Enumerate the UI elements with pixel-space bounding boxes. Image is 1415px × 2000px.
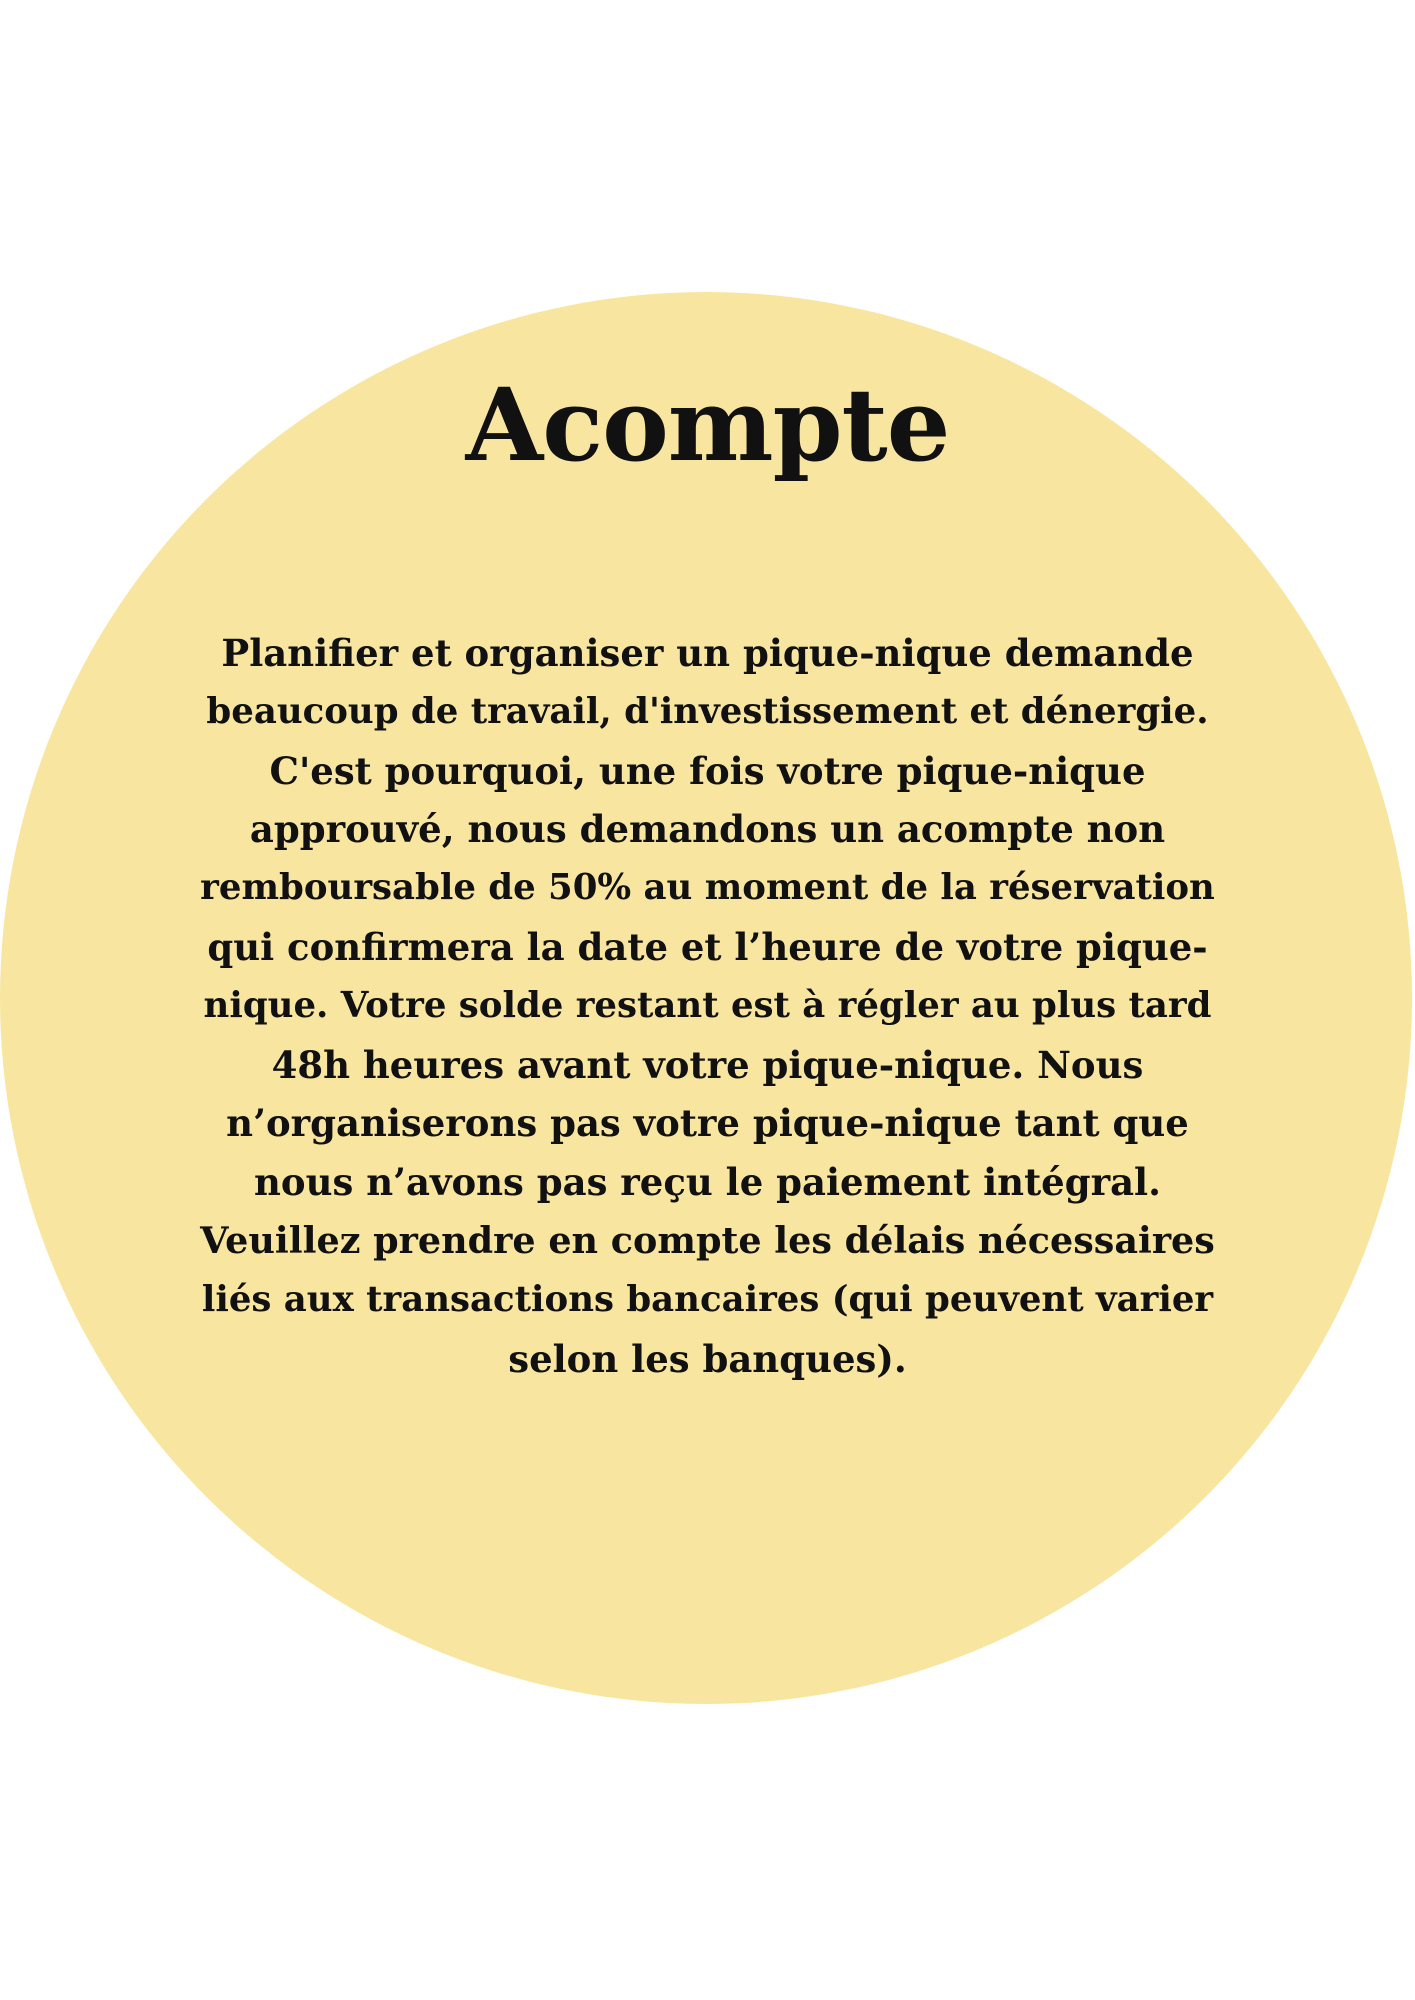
body-line: C'est pourquoi, une fois votre pique-nique — [269, 748, 1146, 793]
body-line: selon les banques). — [508, 1336, 907, 1381]
body-line: Veuillez prendre en compte les délais nécessaires — [200, 1218, 1215, 1262]
page-title: Acompte — [465, 366, 950, 484]
body-line: approuvé, nous demandons un acompte non — [249, 807, 1166, 852]
body-line: Planifier et organiser un pique-nique demande — [221, 631, 1194, 675]
body-line: beaucoup de travail, d'investissement et dénergie. — [206, 690, 1209, 732]
body-line: n’organiserons pas votre pique-nique tant que — [226, 1101, 1189, 1146]
body-line: qui confirmera la date et l’heure de votre pique- — [207, 924, 1208, 969]
body-line: remboursable de 50% au moment de la réservation — [200, 867, 1215, 909]
body-line: nous n’avons pas reçu le paiement intégral. — [254, 1160, 1161, 1205]
body-line: nique. Votre solde restant est à régler au plus tard — [203, 984, 1212, 1026]
body-line: 48h heures avant votre pique-nique. Nous — [271, 1042, 1144, 1087]
body-paragraph — [200, 624, 1215, 1388]
body-line: liés aux transactions bancaires (qui peuvent varier — [201, 1278, 1214, 1320]
